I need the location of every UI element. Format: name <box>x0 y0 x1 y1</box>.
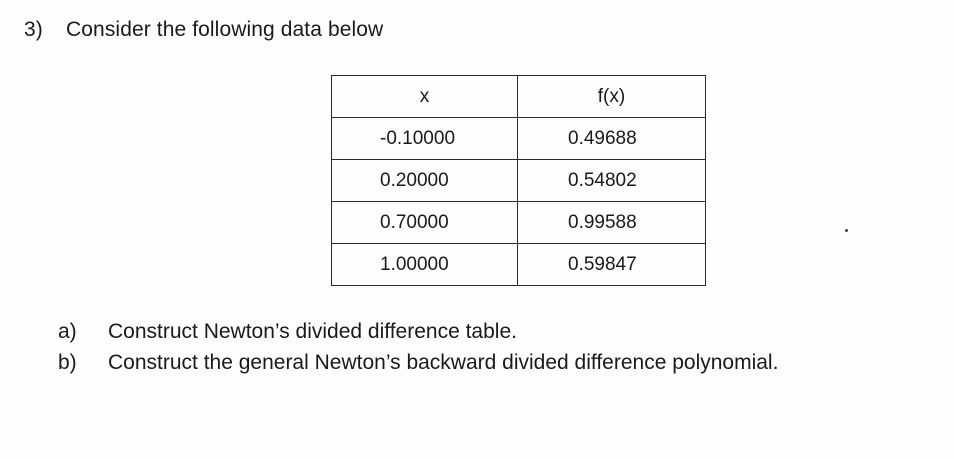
x-value: 1.00000 <box>332 244 518 286</box>
task-letter: b) <box>58 351 77 374</box>
table-row <box>332 118 706 160</box>
task-item-a <box>58 316 778 347</box>
task-letter: a) <box>58 320 77 343</box>
x-value: 0.70000 <box>332 202 518 244</box>
task-list <box>58 316 778 378</box>
fx-value: 0.59847 <box>518 244 706 286</box>
task-item-b <box>58 347 778 378</box>
ink-speck <box>845 229 848 232</box>
header-x: x <box>332 76 518 118</box>
fx-value: 0.99588 <box>518 202 706 244</box>
question-number: 3) <box>24 18 43 41</box>
fx-value: 0.54802 <box>518 160 706 202</box>
x-value: -0.10000 <box>332 118 518 160</box>
question-heading <box>24 18 383 42</box>
header-fx: f(x) <box>518 76 706 118</box>
table-row <box>332 160 706 202</box>
x-value: 0.20000 <box>332 160 518 202</box>
question-text: Consider the following data below <box>66 18 384 41</box>
task-text: Construct the general Newton’s backward divided difference polynomial. <box>108 351 779 374</box>
fx-value: 0.49688 <box>518 118 706 160</box>
table-header-row <box>332 76 706 118</box>
table-row <box>332 202 706 244</box>
task-text: Construct Newton’s divided difference table. <box>108 320 517 343</box>
table-row <box>332 244 706 286</box>
data-table <box>331 75 706 286</box>
